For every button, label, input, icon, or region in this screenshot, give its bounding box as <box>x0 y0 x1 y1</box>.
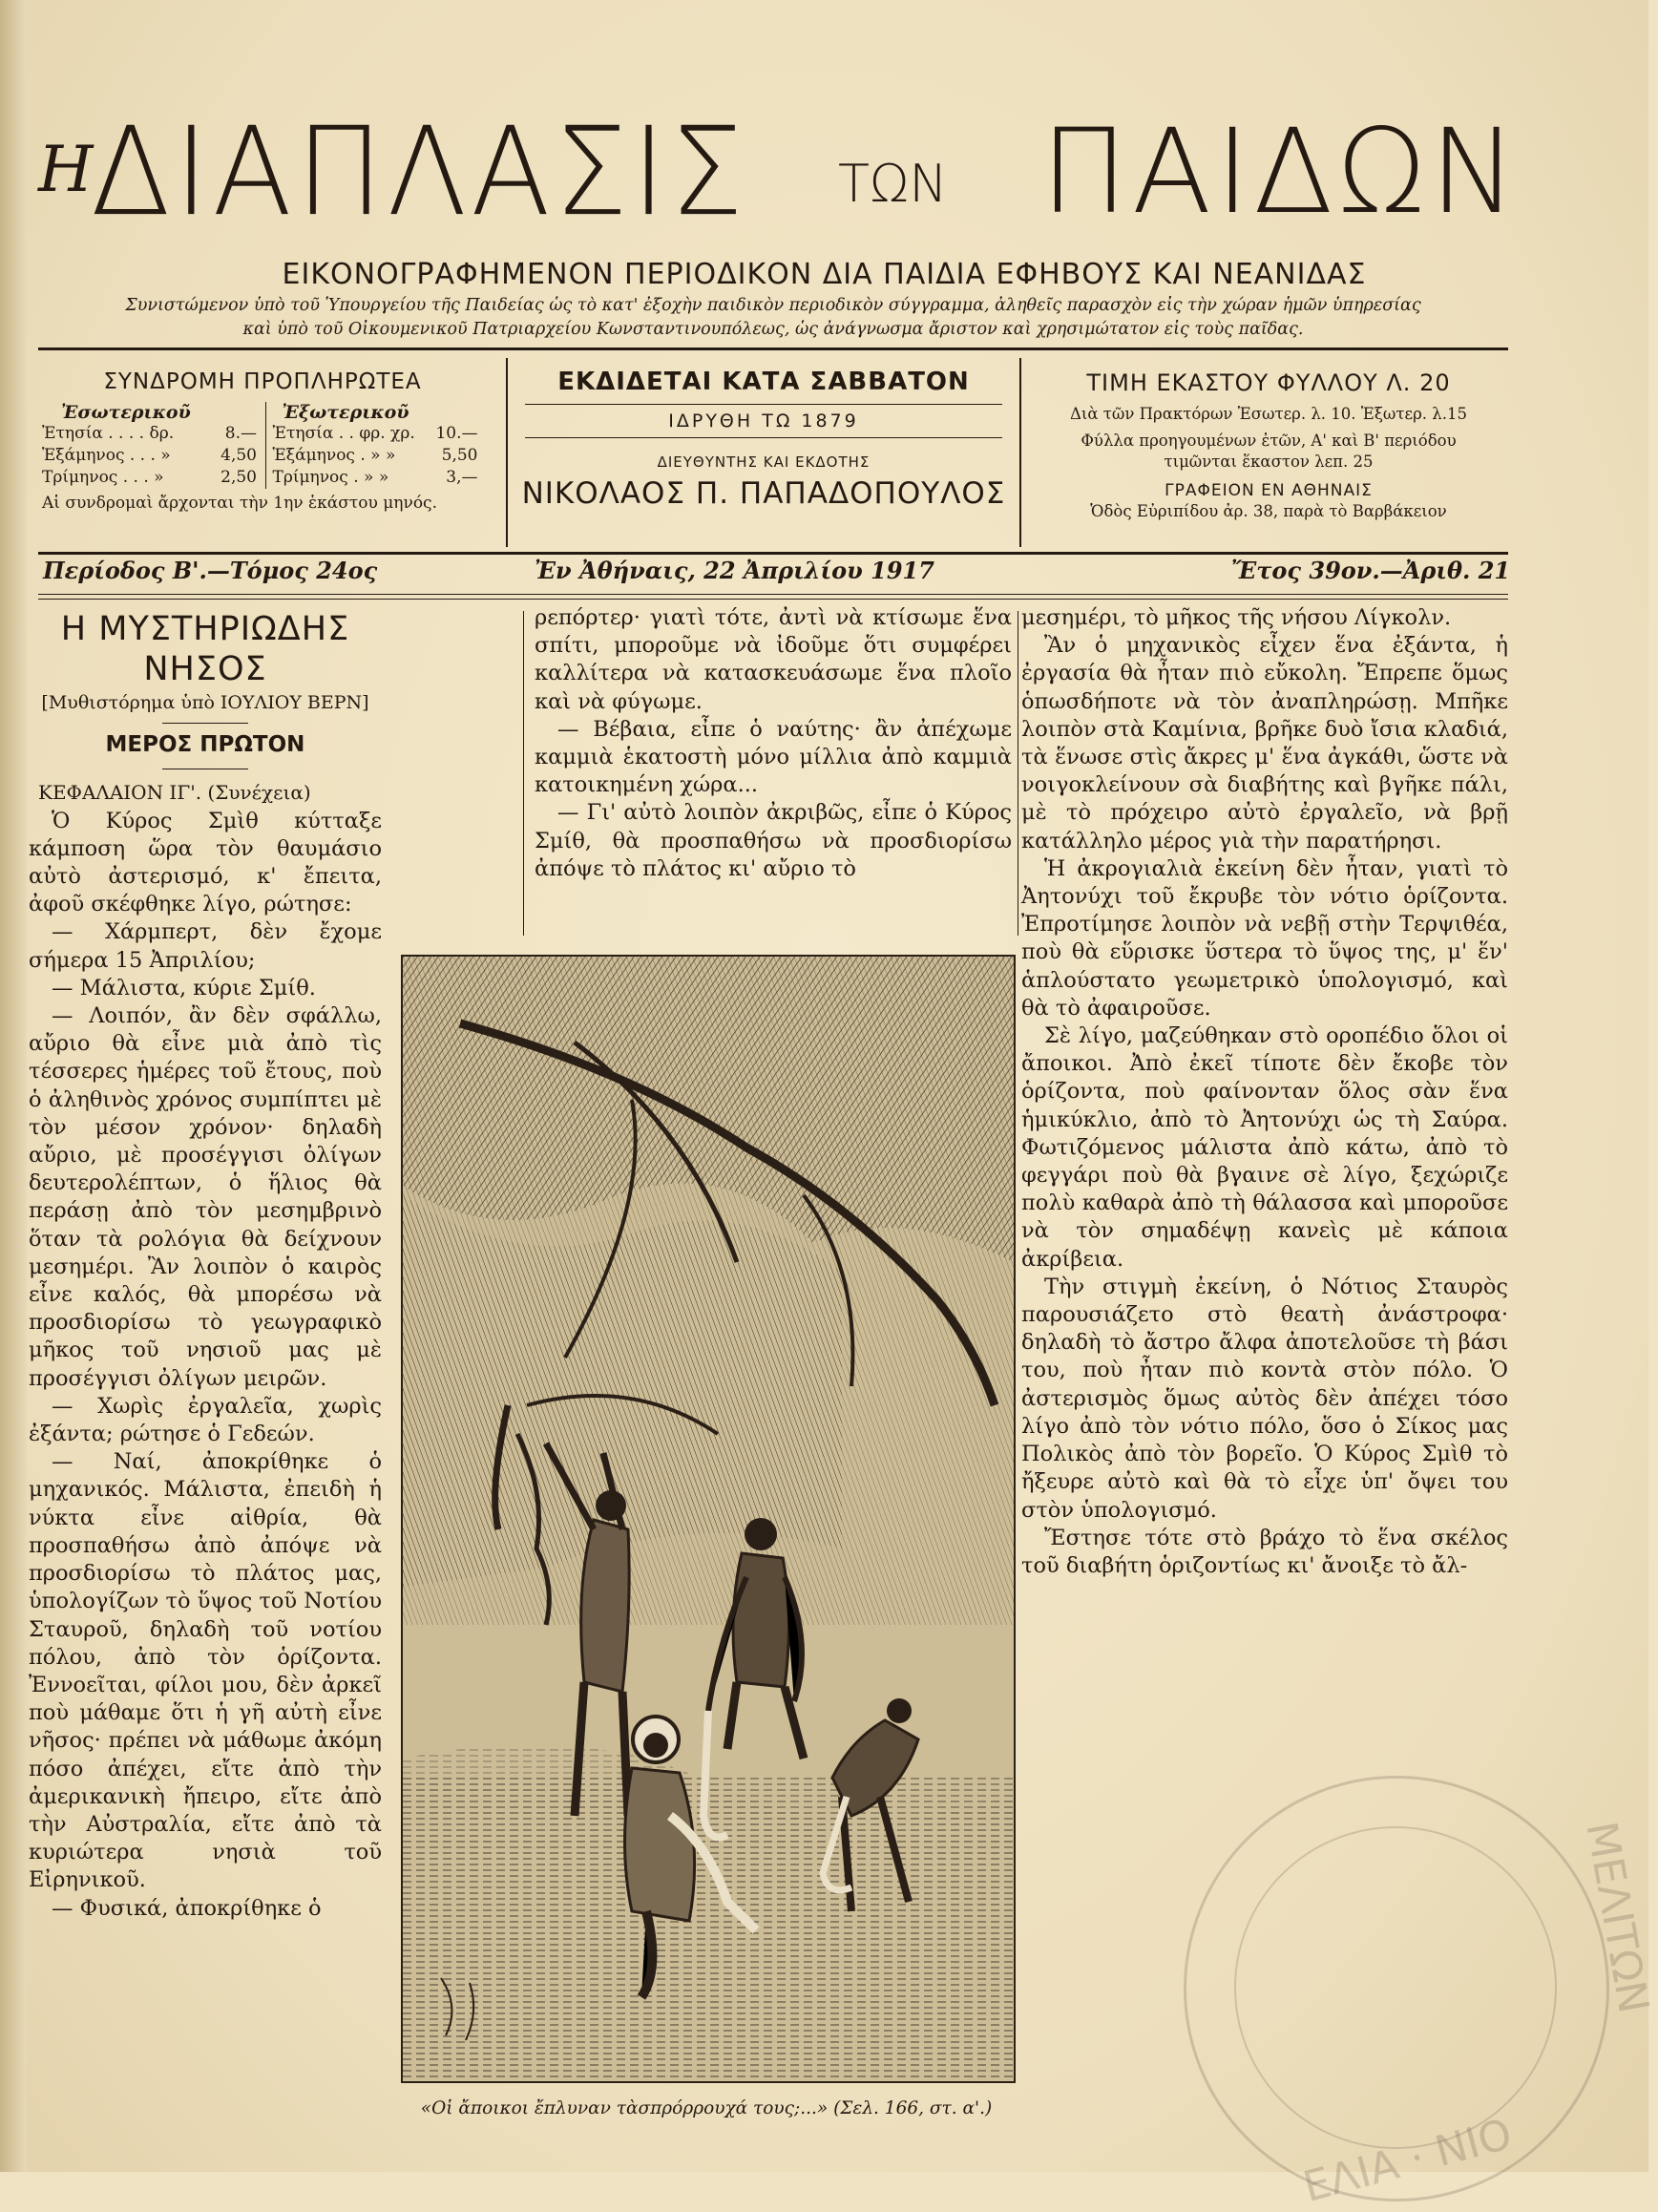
director-label: ΔΙΕΥΘΥΝΤΗΣ ΚΑΙ ΕΚΔΟΤΗΣ <box>657 453 871 471</box>
foreign-row <box>272 467 477 489</box>
article-title: Η ΜΥΣΤΗΡΙΩΔΗΣ ΝΗΣΟΣ <box>60 610 350 688</box>
masthead-article: Η <box>38 133 94 206</box>
masthead-title-paidon: ΠΑΙΔΩΝ <box>1040 104 1522 240</box>
domestic-row-label: Ἐτησία . . . . δρ. <box>42 424 175 443</box>
domestic-row-label: Τρίμηνος . . . » <box>42 468 164 487</box>
issue-rule-top <box>38 594 1508 595</box>
office-address: Ὁδὸς Εὐριπίδου ἀρ. 38, παρὰ τὸ Βαρβάκειον <box>1090 502 1447 520</box>
issue-year-number: Ἔτος 39ον.—Ἀριθ. 21 <box>1231 557 1511 584</box>
publication-box <box>515 358 1012 547</box>
box-divider-right <box>1019 358 1021 547</box>
paragraph: Ὁ Κύρος Σμὶθ κύτταξε κάμποση ὥρα τὸν θαυμάσιο αὐτὸ ἀστερισμό, κ' ἔπειτα, ἀφοῦ σκέφθηκε λίγο, ρώτησε: <box>29 808 382 917</box>
domestic-row-label: Ἑξάμηνος . . . » <box>42 446 171 465</box>
domestic-row <box>42 423 257 445</box>
domestic-row-value: 2,50 <box>220 468 257 487</box>
recommendation-text <box>38 294 1508 342</box>
title-divider <box>162 723 248 724</box>
paragraph: — Ναί, ἀποκρίθηκε ὁ μηχανικός. Μάλιστα, ἐπειδὴ ἡ νύκτα εἶνε αἰθρία, θὰ προσπαθήσω ἀπὸ ἀπόψε νὰ προσδιορίσω τὸ πλάτος μας, ὑπολογίζων τὸ ὕψος τοῦ Νοτίου Σταυροῦ, δηλαδὴ τοῦ νοτίου πόλου, ἀπὸ τὸν ὁρίζοντα. Ἐννοεῖται, φίλοι μου, δὲν ἀρκεῖ ποὺ μάθαμε ὅτι ἡ γῆ αὐτὴ εἶνε νῆσος· πρέπει νὰ μάθωμε ἀκόμη πόσο ἀπέχει, εἴτε ἀπὸ τὴν ἀμερικανικὴ ἤπειρο, εἴτε ἀπὸ τὴν Αὐστραλία, εἴτε ἀπὸ τὰ κυριώτερα νησιὰ τοῦ Εἰρηνικοῦ. <box>29 1449 382 1893</box>
domestic-table <box>38 402 265 489</box>
library-stamp-inner-ring <box>1234 1826 1557 2149</box>
masthead <box>38 100 1522 253</box>
box-divider-left <box>506 358 508 547</box>
article-column-3 <box>1021 604 1508 1580</box>
domestic-row-value: 8.— <box>224 424 257 443</box>
foreign-table <box>265 402 487 489</box>
foreign-row-label: Ἐτησία . . φρ. χρ. <box>272 424 415 443</box>
paragraph: — Μάλιστα, κύριε Σμίθ. <box>52 975 316 1001</box>
subscription-note: Αἱ συνδρομαὶ ἄρχονται τὴν 1ην ἑκάστου μηνός. <box>42 494 437 513</box>
domestic-label: Ἐσωτερικοῦ <box>61 402 191 423</box>
subscription-title: ΣΥΝΔΡΟΜΗ ΠΡΟΠΛΗΡΩΤΕΑ <box>103 369 422 394</box>
stamp-text-bottom: ΕΛΙΑ · ΝΙΟ <box>1298 2109 1518 2212</box>
domestic-row <box>42 445 257 467</box>
agent-prices: Διὰ τῶν Πρακτόρων Ἐσωτερ. λ. 10. Ἐξωτερ. λ.15 <box>1070 405 1467 423</box>
subscription-tables <box>38 402 487 489</box>
column-rule-left <box>523 611 524 936</box>
paragraph: Ἔστησε τότε στὸ βράχο τὸ ἕνα σκέλος τοῦ διαβήτη ὁριζοντίως κι' ἄνοιξε τὸ ἄλ- <box>1021 1525 1508 1578</box>
illustration-caption: «Οἱ ἄποικοι ἔπλυναν τὰσπρόρρουχά τους;...» (Σελ. 166, στ. α'.) <box>420 2098 993 2118</box>
engraving-image <box>403 957 1014 2081</box>
price-title: ΤΙΜΗ ΕΚΑΣΤΟΥ ΦΥΛΛΟΥ Λ. 20 <box>1086 369 1451 396</box>
publication-schedule: ΕΚΔΙΔΕΤΑΙ ΚΑΤΑ ΣΑΒΒΑΤΟΝ <box>557 368 970 396</box>
office-title: ΓΡΑΦΕΙΟΝ ΕΝ ΑΘΗΝΑΙΣ <box>1165 481 1373 500</box>
foreign-row <box>272 445 477 467</box>
foreign-label: Ἐξωτερικοῦ <box>282 402 409 423</box>
paragraph: Ἡ ἀκρογιαλιὰ ἐκείνη δὲν ἦταν, γιατὶ τὸ Ἀητονύχι τοῦ ἔκρυβε τὸν νότιο ὁρίζοντα. Ἐπροτίμησε λοιπὸν νὰ νεβῇ στὴν Τερψιθέα, ποὺ θὰ εὕρισκε ὕστερα τὸ ὕψος της, μ' ἕν' ἁπλούστατο γεωμετρικὸ ὑπολογισμό, καὶ θὰ τὸ ἀφαιροῦσε. <box>1021 855 1508 1021</box>
domestic-row-value: 4,50 <box>220 446 257 465</box>
foreign-row-label: Ἑξάμηνος . » » <box>272 446 396 465</box>
issue-period: Περίοδος Β'.—Τόμος 24ος <box>43 557 378 584</box>
article-column-1 <box>29 609 382 1923</box>
masthead-subtitle: ΕΙΚΟΝΟΓΡΑΦΗΜΕΝΟΝ ΠΕΡΙΟΔΙΚΟΝ ΔΙΑ ΠΑΙΔΙΑ ΕΦΗΒΟΥΣ ΚΑΙ ΝΕΑΝΙΔΑΣ <box>282 258 1367 291</box>
recommendation-line-2: καὶ ὑπὸ τοῦ Οἰκουμενικοῦ Πατριαρχείου Κωνσταντινουπόλεως, ὡς ἀνάγνωσμα ἄριστον καὶ χρησιμώτατον εἰς τοὺς παῖδας. <box>242 320 1304 339</box>
foreign-row-value: 5,50 <box>441 446 478 465</box>
paragraph: — Χάρμπερτ, δὲν ἔχομε σήμερα 15 Ἀπριλίου; <box>29 919 382 973</box>
page-binding-edge <box>0 0 27 2172</box>
foreign-row-value: 10.— <box>435 424 478 443</box>
founded-band <box>525 404 1002 438</box>
library-stamp-seal <box>1184 1776 1658 2212</box>
stamp-text-right: ΜΕΛΙΤΩΝ <box>1576 1818 1658 2017</box>
article-part: ΜΕΡΟΣ ΠΡΩΤΟΝ <box>105 732 305 758</box>
recommendation-line-1: Συνιστώμενον ὑπὸ τοῦ Ὑπουργείου τῆς Παιδείας ὡς τὸ κατ' ἐξοχὴν παιδικὸν περιοδικὸν σύγγραμμα, ἀληθεῖς παρασχὸν εἰς τὴν χώραν ἡμῶν ὑπηρεσίας <box>125 296 1421 315</box>
paragraph: μεσημέρι, τὸ μῆκος τῆς νήσου Λίγκολν. <box>1021 605 1452 630</box>
foreign-row-label: Τρίμηνος . » » <box>272 468 389 487</box>
paragraph: — Φυσικά, ἀποκρίθηκε ὁ <box>52 1895 322 1921</box>
top-rule <box>38 348 1508 350</box>
masthead-title-main: ΔΙΑΠΛΑΣΙΣ <box>91 100 747 243</box>
back-issues-line: Φύλλα προηγουμένων ἐτῶν, Α' καὶ Β' περιόδου <box>1081 432 1457 450</box>
paragraph: — Χωρὶς ἐργαλεῖα, χωρὶς ἐξάντα; ρώτησε ὁ Γεδεών. <box>29 1393 382 1447</box>
info-bottom-rule <box>38 552 1508 555</box>
issue-rule-bottom <box>38 599 1508 600</box>
domestic-row <box>42 467 257 489</box>
director-name: ΝΙΚΟΛΑΟΣ Π. ΠΑΠΑΔΟΠΟΥΛΟΣ <box>521 476 1006 511</box>
article-subtitle: [Μυθιστόρημα ὑπὸ ΙΟΥΛΙΟΥ ΒΕΡΝ] <box>41 692 369 713</box>
foreign-row-value: 3,— <box>446 468 478 487</box>
paragraph: — Βέβαια, εἶπε ὁ ναύτης· ἂν ἀπέχωμε καμμιὰ ἑκατοστὴ μόνο μίλλια ἀπὸ καμμιὰ κατοικημένη χώρα... <box>535 716 1012 798</box>
paragraph: Ἂν ὁ μηχανικὸς εἶχεν ἕνα ἐξάντα, ἡ ἐργασία θὰ ἦταν πιὸ εὔκολη. Ἔπρεπε ὅμως ὁπωσδήποτε νὰ τὸν ἀναπληρώσῃ. Μπῆκε λοιπὸν στὰ Καμίνια, βρῆκε δυὸ ἴσια κλαδιά, τὰ ἕνωσε στὶς ἄκρες μ' ἕνα ἀγκάθι, ὥστε νὰ νοιγοκλείνουν σὰ διαβήτης καὶ βγῆκε πάλι, μὲ τὸ πρόχειρο αὐτὸ ἐργαλεῖο, νὰ βρῇ κατάλληλο μέρος γιὰ τὴν παρατήρησι. <box>1021 633 1508 853</box>
article-column-2 <box>535 604 1012 883</box>
article-chapter: ΚΕΦΑΛΑΙΟΝ ΙΓ'. (Συνέχεια) <box>38 781 311 805</box>
paragraph: — Λοιπόν, ἂν δὲν σφάλλω, αὔριο θὰ εἶνε μιὰ ἀπὸ τὶς τέσσερες ἡμέρες τοῦ ἔτους, ποὺ ὁ ἀληθινὸς χρόνος συμπίπτει μὲ τὸν μέσον χρόνον· δηλαδὴ αὔριο, μὲ προσέγγισι ὀλίγων δευτερολέπτων, ὁ ἥλιος θὰ περάσῃ ἀπὸ τὸν μεσημβρινὸ ὅταν τὰ ρολόγια θὰ δείχνουν μεσημέρι. Ἂν λοιπὸν ὁ καιρὸς εἶνε καλός, θὰ μπορέσω νὰ προσδιορίσω τὸ γεωγραφικὸ μῆκος τοῦ νησιοῦ μας μὲ προσέγγισι ὀλίγων μειρῶν. <box>29 1003 382 1391</box>
paragraph: ρεπόρτερ· γιατὶ τότε, ἀντὶ νὰ κτίσωμε ἕνα σπίτι, μποροῦμε νὰ ἰδοῦμε ὅτι συμφέρει καλλίτερα νὰ κατασκευάσωμε ἕνα πλοῖο καὶ νὰ φύγωμε. <box>535 605 1012 714</box>
masthead-title-ton: ΤΩΝ <box>838 154 948 214</box>
price-box <box>1029 358 1508 547</box>
foreign-row <box>272 423 477 445</box>
paragraph: Τὴν στιγμὴ ἐκείνη, ὁ Νότιος Σταυρὸς παρουσιάζετο στὸ θεατὴ ἀνάστροφα· δηλαδὴ τὸ ἄστρο ἄλφα ἀποτελοῦσε τὴ βάσι του, ποὺ ἦταν πιὸ κοντὰ στὸν πόλο. Ὁ ἀστερισμὸς ὅμως αὐτὸς δὲν ἀπέχει τόσο λίγο ἀπὸ τὸν νότιο πόλο, ὅσο ὁ Σίκος μας Πολικὸς ἀπὸ τὸν βορεῖο. Ὁ Κύρος Σμὶθ τὸ ἤξευρε αὐτὸ καὶ θὰ τὸ εἶχε ὑπ' ὄψει του στὸν ὑπολογισμό. <box>1021 1274 1508 1523</box>
paragraph: Σὲ λίγο, μαζεύθηκαν στὸ οροπέδιο ὅλοι οἱ ἄποικοι. Ἀπὸ ἐκεῖ τίποτε δὲν ἔκοβε τὸν ὁρίζοντα, ποὺ φαίνονταν ὅλος σὰν ἕνα ἡμικύκλιο, ἀπὸ τὸ Ἀητονύχι ὡς τὴ Σαύρα. Φωτιζόμενος μάλιστα ἀπὸ κάτω, ἀπὸ τὸ φεγγάρι ποὺ θὰ βγαινε σὲ λίγο, ξεχώριζε πολὺ καθαρὰ ἀπὸ τὴ θάλασσα καὶ μποροῦσε νὰ τὸν σημαδέψῃ κανεὶς μὲ κάποια ἀκρίβεια. <box>1021 1023 1508 1272</box>
back-issues-price: τιμῶνται ἕκαστον λεπ. 25 <box>1164 453 1374 471</box>
issue-date: Ἐν Ἀθήναις, 22 Ἀπριλίου 1917 <box>535 557 934 584</box>
founded-year: ΙΔΡΥΘΗ ΤΩ 1879 <box>668 411 859 432</box>
subscription-box <box>38 358 487 547</box>
engraving-illustration <box>401 955 1016 2083</box>
paragraph: — Γι' αὐτὸ λοιπὸν ἀκριβῶς, εἶπε ὁ Κύρος Σμίθ, θὰ προσπαθήσω νὰ προσδιορίσω ἀπόψε τὸ πλάτος κι' αὔριο τὸ <box>535 800 1012 881</box>
